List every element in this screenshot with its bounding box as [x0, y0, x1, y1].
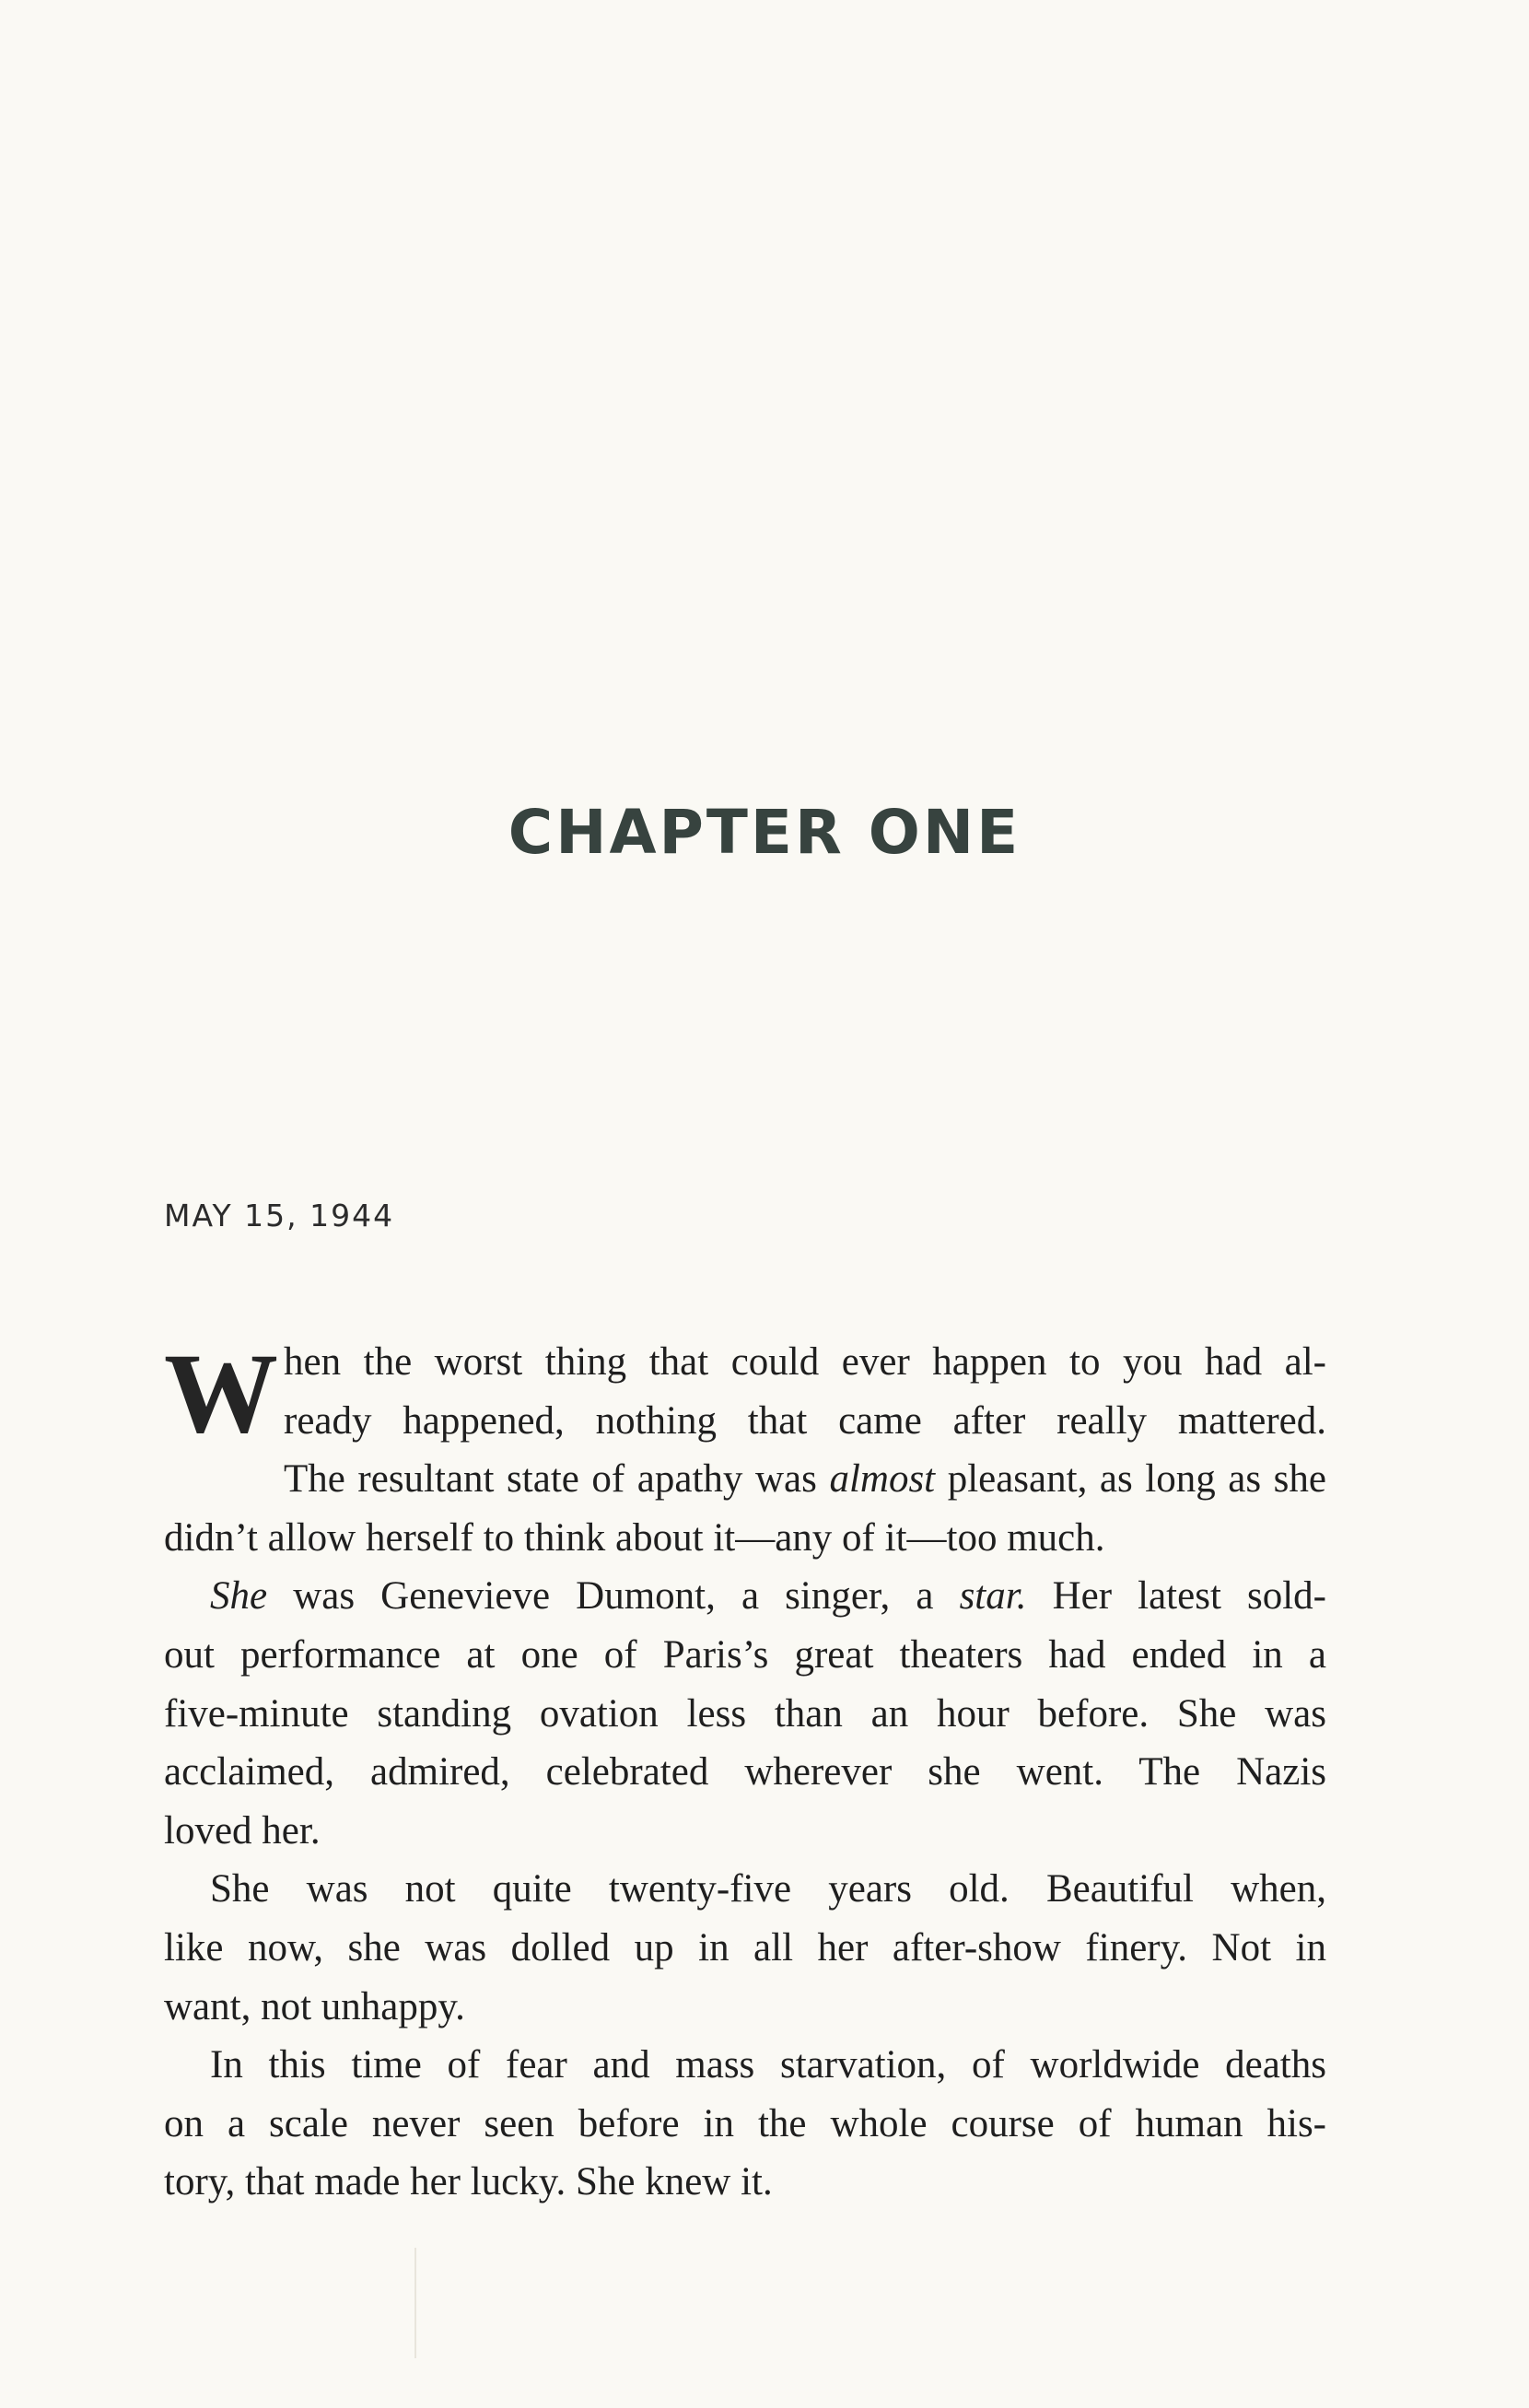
paragraph-line: She was not quite twenty-five years old. Beautiful when, [210, 1867, 1326, 1911]
paragraph-line [164, 1450, 1326, 1509]
chapter-body [164, 1330, 1326, 2212]
paragraph-2 [164, 1567, 1326, 1860]
chapter-title: CHAPTER ONE [508, 797, 1021, 868]
paragraph-1 [164, 1330, 1326, 1567]
paragraph-4 [164, 2036, 1326, 2212]
text-run: pleasant, as long as she [935, 1457, 1326, 1502]
paragraph-line: like now, she was dolled up in all her after-show finery. Not in [164, 1925, 1326, 1970]
paragraph-line: hen the worst thing that could ever happen to you had al- [284, 1340, 1326, 1384]
paragraph-line: five-minute standing ovation less than an hour before. She was [164, 1691, 1326, 1736]
paragraph-line: acclaimed, admired, celebrated wherever she went. The Nazis [164, 1750, 1326, 1794]
paragraph-line: tory, that made her lucky. She knew it. [164, 2160, 773, 2204]
text-run: was Genevieve Dumont, a singer, a [267, 1574, 960, 1619]
paragraph-line: on a scale never seen before in the whole course of human his- [164, 2101, 1326, 2145]
page-gutter-mark [414, 2248, 416, 2358]
paragraph-3 [164, 1860, 1326, 2036]
chapter-dateline: MAY 15, 1944 [164, 1198, 395, 1233]
text-run: Her latest sold- [1026, 1574, 1326, 1619]
paragraph-line: loved her. [164, 1808, 321, 1853]
drop-cap: W [164, 1330, 278, 1456]
italic-emphasis: She [210, 1574, 268, 1619]
paragraph-line [164, 1567, 1326, 1626]
paragraph-line: out performance at one of Paris’s great theaters had ended in a [164, 1632, 1326, 1677]
drop-cap-lines [284, 1333, 1326, 1450]
italic-emphasis: almost [829, 1457, 936, 1502]
paragraph-line: In this time of fear and mass starvation, of worldwide deaths [210, 2043, 1326, 2087]
paragraph-line: ready happened, nothing that came after really mattered. [284, 1398, 1326, 1443]
paragraph-line: didn’t allow herself to think about it—any of it—too much. [164, 1515, 1105, 1560]
italic-emphasis: star. [959, 1574, 1027, 1619]
text-run: The resultant state of apathy was [284, 1457, 830, 1502]
paragraph-line: want, not unhappy. [164, 1984, 465, 2028]
